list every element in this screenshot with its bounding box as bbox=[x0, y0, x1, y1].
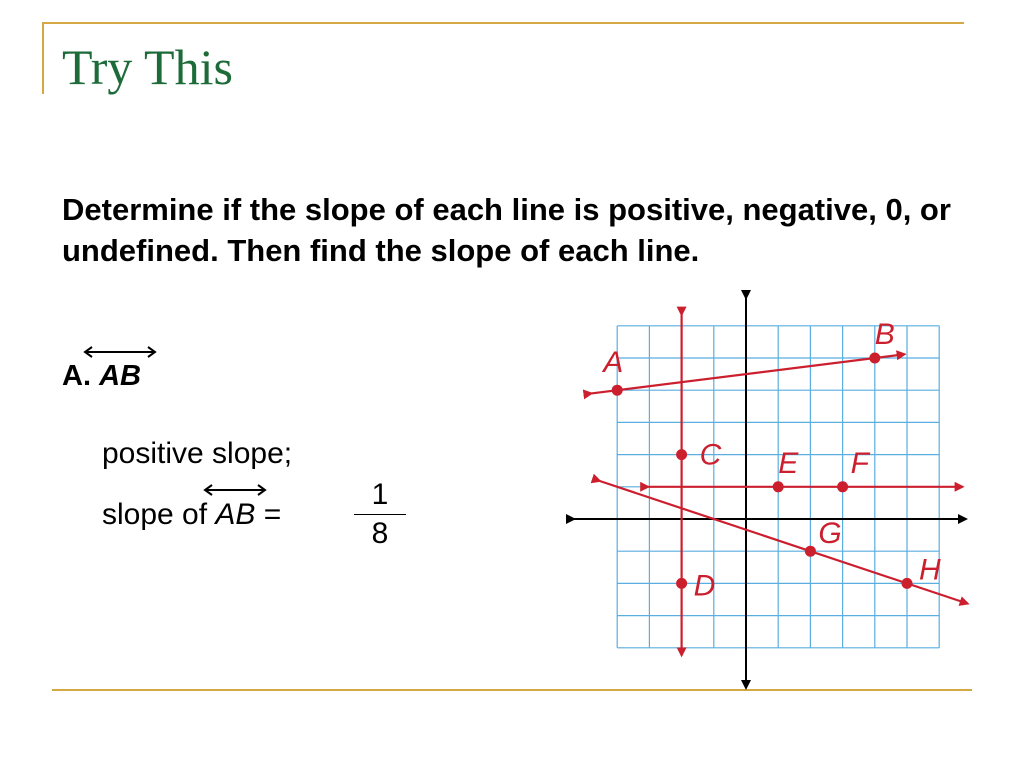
point-b-label: B bbox=[874, 318, 895, 351]
line-gh bbox=[600, 481, 968, 604]
slope-denominator: 8 bbox=[371, 517, 389, 550]
point-h-label: H bbox=[919, 553, 941, 587]
double-arrow-icon bbox=[82, 346, 158, 358]
slope-type-answer: positive slope; bbox=[102, 437, 293, 470]
point-e-label: E bbox=[778, 446, 799, 480]
line-ab-notation-2 bbox=[215, 498, 255, 532]
top-border-rule bbox=[44, 22, 964, 24]
line-ab-notation bbox=[99, 360, 141, 393]
slope-numerator: 1 bbox=[371, 478, 389, 511]
line-ab-name: AB bbox=[99, 360, 141, 392]
point-a-dot bbox=[612, 385, 623, 396]
slope-fraction bbox=[354, 478, 406, 551]
point-g-label: G bbox=[818, 517, 842, 551]
point-c-label: C bbox=[699, 438, 722, 472]
point-b-dot bbox=[869, 353, 880, 364]
slide-title: Try This bbox=[62, 39, 233, 95]
instructions-text: Determine if the slope of each line is positive, negative, 0, or undefined. Then find the slope of each line. bbox=[62, 192, 951, 268]
point-e-dot bbox=[773, 481, 784, 492]
point-d-label: D bbox=[693, 569, 716, 603]
double-arrow-icon bbox=[202, 484, 268, 496]
point-g-dot bbox=[805, 546, 816, 557]
part-a-label: A. bbox=[62, 360, 91, 392]
point-f-label: F bbox=[850, 446, 869, 480]
point-c-dot bbox=[676, 449, 687, 460]
fraction-bar bbox=[354, 514, 406, 515]
slope-prefix: slope of bbox=[102, 498, 208, 531]
line-ab bbox=[591, 354, 904, 393]
point-f-dot bbox=[837, 481, 848, 492]
line-ab-name-2: AB bbox=[215, 498, 256, 531]
point-a-label: A bbox=[603, 346, 624, 380]
point-h-dot bbox=[902, 578, 913, 589]
equals-sign: = bbox=[263, 498, 282, 531]
left-border-rule bbox=[42, 22, 44, 94]
slope-value-answer bbox=[102, 498, 281, 532]
point-d-dot bbox=[676, 578, 687, 589]
part-a-heading bbox=[62, 360, 141, 393]
coordinate-graph bbox=[560, 290, 980, 700]
graph-points bbox=[601, 318, 941, 602]
